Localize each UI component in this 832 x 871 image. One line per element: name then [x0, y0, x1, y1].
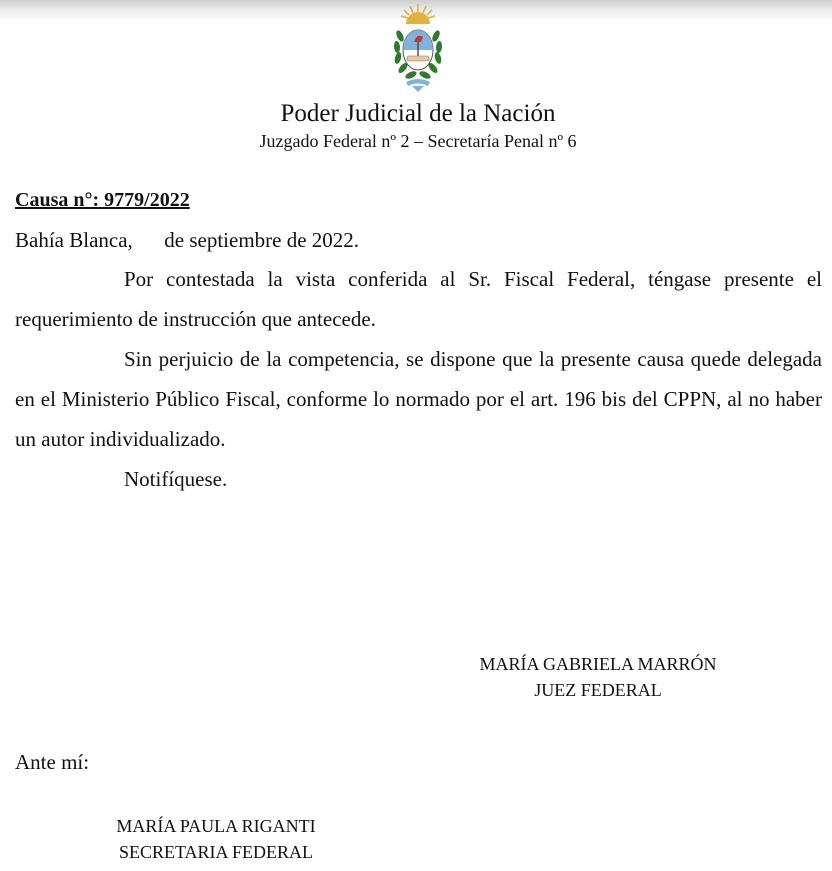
paragraph-delegacion: Sin perjuicio de la competencia, se dispone que la presente causa quede delegada en el Ministerio Público Fiscal, conforme lo normado por el art. 196 bis del CPPN, al no haber un autor individualizado.	[15, 347, 822, 451]
secretary-title: SECRETARIA FEDERAL	[118, 842, 314, 862]
case-number: Causa n°: 9779/2022	[15, 189, 190, 211]
resolution-body	[15, 259, 822, 499]
judge-signature-block	[466, 651, 730, 703]
judge-title: JUEZ FEDERAL	[534, 680, 662, 700]
secretary-signature-block	[100, 813, 332, 865]
ante-mi-label: Ante mí:	[15, 750, 90, 774]
paragraph-notificacion: Notifíquese.	[124, 467, 228, 491]
judge-name: MARÍA GABRIELA MARRÓN	[479, 654, 717, 674]
date-line: Bahía Blanca, de septiembre de 2022.	[15, 228, 360, 252]
court-subtitle: Juzgado Federal nº 2 – Secretaría Penal nº 6	[259, 131, 577, 151]
argentine-coat-of-arms-icon	[386, 2, 450, 94]
court-title: Poder Judicial de la Nación	[280, 100, 556, 127]
paragraph-vista: Por contestada la vista conferida al Sr. Fiscal Federal, téngase presente el requerimiento de instrucción que antecede.	[15, 267, 822, 331]
secretary-name: MARÍA PAULA RIGANTI	[116, 816, 316, 836]
